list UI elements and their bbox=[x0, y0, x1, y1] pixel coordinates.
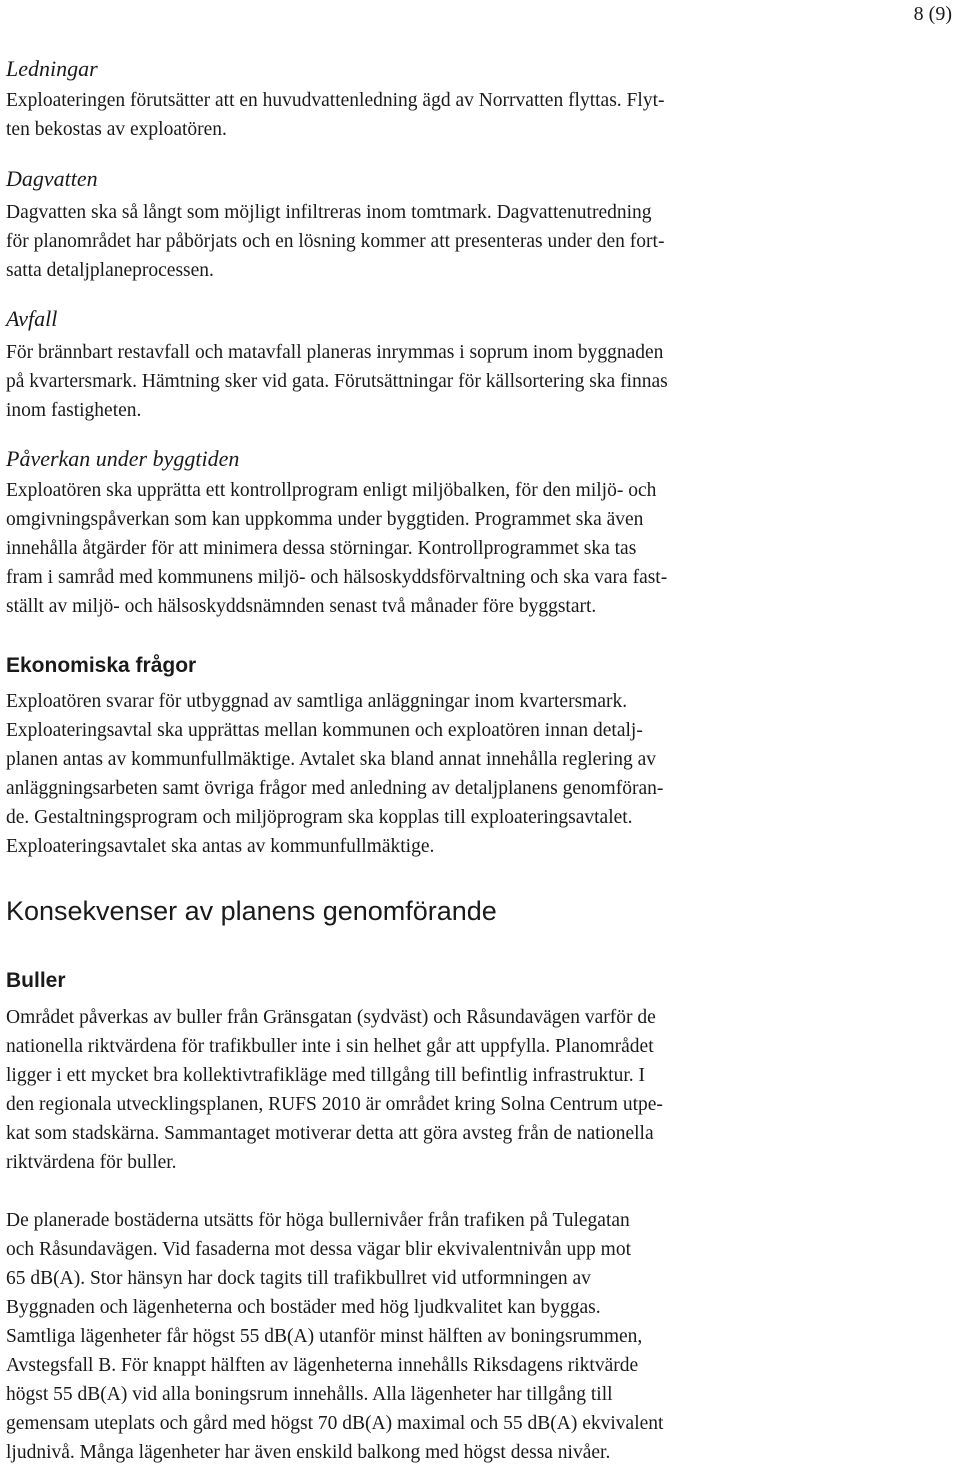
text-line: Samtliga lägenheter får högst 55 dB(A) utanför minst hälften av boningsrummen, bbox=[6, 1326, 643, 1347]
buller-paragraph-1 bbox=[6, 1003, 864, 1177]
text-line: anläggningsarbeten samt övriga frågor med anledning av detaljplanens genomföran- bbox=[6, 778, 664, 799]
chapter-heading-konsekvenser: Konsekvenser av planens genomförande bbox=[6, 896, 497, 926]
text-line: gemensam uteplats och gård med högst 70 dB(A) maximal och 55 dB(A) ekvivalent bbox=[6, 1413, 664, 1434]
text-line: ljudnivå. Många lägenheter har även enskild balkong med högst dessa nivåer. bbox=[6, 1442, 611, 1463]
ledningar-paragraph bbox=[6, 86, 864, 144]
text-line: högst 55 dB(A) vid alla boningsrum innehålls. Alla lägenheter har tillgång till bbox=[6, 1384, 613, 1405]
text-line: ligger i ett mycket bra kollektivtrafikläge med tillgång till befintlig infrastruktur. I bbox=[6, 1065, 645, 1086]
text-line: innehålla åtgärder för att minimera dessa störningar. Kontrollprogrammet ska tas bbox=[6, 538, 637, 559]
text-line: och Råsundavägen. Vid fasaderna mot dessa vägar blir ekvivalentnivån upp mot bbox=[6, 1239, 631, 1260]
text-line: ten bekostas av exploatören. bbox=[6, 119, 227, 140]
text-line: För brännbart restavfall och matavfall planeras inrymmas i soprum inom byggnaden bbox=[6, 342, 664, 363]
section-heading-avfall: Avfall bbox=[6, 306, 58, 331]
text-line: inom fastigheten. bbox=[6, 400, 142, 421]
text-line: Exploateringsavtalet ska antas av kommunfullmäktige. bbox=[6, 836, 435, 857]
text-line: planen antas av kommunfullmäktige. Avtalet ska bland annat innehålla reglering av bbox=[6, 749, 656, 770]
text-line: nationella riktvärdena för trafikbuller inte i sin helhet går att uppfylla. Planområdet bbox=[6, 1036, 654, 1057]
text-line: riktvärdena för buller. bbox=[6, 1152, 177, 1173]
dagvatten-paragraph bbox=[6, 198, 864, 285]
text-line: omgivningspåverkan som kan uppkomma under byggtiden. Programmet ska även bbox=[6, 509, 644, 530]
text-line: satta detaljplaneprocessen. bbox=[6, 260, 214, 281]
text-line: Byggnaden och lägenheterna och bostäder med hög ljudkvalitet kan byggas. bbox=[6, 1297, 601, 1318]
section-heading-ekonomiska: Ekonomiska frågor bbox=[6, 654, 197, 677]
text-line: de. Gestaltningsprogram och miljöprogram ska kopplas till exploateringsavtalet. bbox=[6, 807, 633, 828]
page-number: 8 (9) bbox=[913, 3, 952, 25]
text-line: fram i samråd med kommunens miljö- och hälsoskyddsförvaltning och ska vara fast- bbox=[6, 567, 668, 588]
text-line: Exploatören ska upprätta ett kontrollprogram enligt miljöbalken, för den miljö- och bbox=[6, 480, 657, 501]
text-line: Området påverkas av buller från Gränsgatan (sydväst) och Råsundavägen varför de bbox=[6, 1007, 656, 1028]
text-line: kat som stadskärna. Sammantaget motiverar detta att göra avsteg från de nationella bbox=[6, 1123, 654, 1144]
avfall-paragraph bbox=[6, 338, 864, 425]
section-heading-dagvatten: Dagvatten bbox=[6, 166, 98, 191]
text-line: Exploatören svarar för utbyggnad av samtliga anläggningar inom kvartersmark. bbox=[6, 691, 628, 712]
section-heading-buller: Buller bbox=[6, 969, 66, 992]
section-heading-ledningar: Ledningar bbox=[6, 56, 98, 81]
text-line: den regionala utvecklingsplanen, RUFS 2010 är området kring Solna Centrum utpe- bbox=[6, 1094, 663, 1115]
paverkan-paragraph bbox=[6, 476, 864, 621]
text-line: Avstegsfall B. För knappt hälften av lägenheterna innehålls Riksdagens riktvärde bbox=[6, 1355, 639, 1376]
section-heading-paverkan: Påverkan under byggtiden bbox=[6, 446, 240, 471]
text-line: Exploateringen förutsätter att en huvudvattenledning ägd av Norrvatten flyttas. Flyt- bbox=[6, 90, 665, 111]
text-line: 65 dB(A). Stor hänsyn har dock tagits till trafikbullret vid utformningen av bbox=[6, 1268, 591, 1289]
text-line: ställt av miljö- och hälsoskyddsnämnden senast två månader före byggstart. bbox=[6, 596, 597, 617]
text-line: De planerade bostäderna utsätts för höga bullernivåer från trafiken på Tulegatan bbox=[6, 1210, 630, 1231]
text-line: Dagvatten ska så långt som möjligt infiltreras inom tomtmark. Dagvattenutredning bbox=[6, 202, 652, 223]
text-line: Exploateringsavtal ska upprättas mellan kommunen och exploatören innan detalj- bbox=[6, 720, 643, 741]
text-line: på kvartersmark. Hämtning sker vid gata. Förutsättningar för källsortering ska finnas bbox=[6, 371, 668, 392]
ekonomiska-paragraph bbox=[6, 687, 864, 861]
buller-paragraph-2 bbox=[6, 1206, 663, 1467]
text-line: för planområdet har påbörjats och en lösning kommer att presenteras under den fort- bbox=[6, 231, 665, 252]
